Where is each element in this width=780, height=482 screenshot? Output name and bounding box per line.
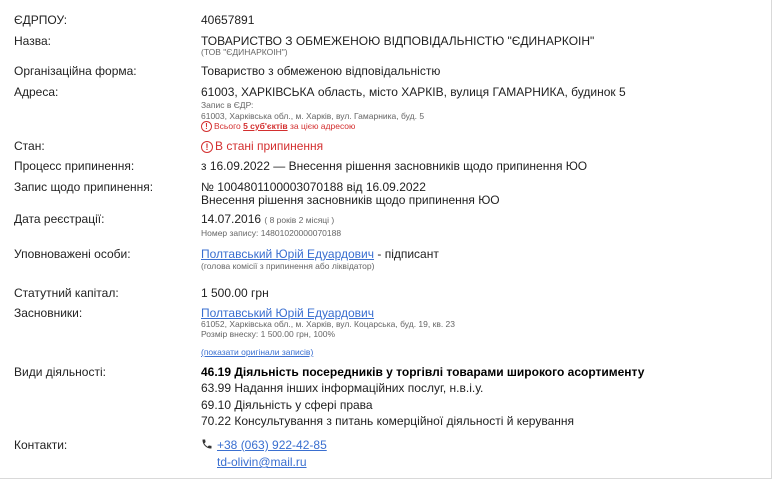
capital-label: Статутний капітал: [14,286,119,300]
address-record-label: Запис в ЄДР: [201,100,254,110]
address-value: 61003, ХАРКІВСЬКА область, місто ХАРКІВ, вулиця ГАМАРНИКА, будинок 5 [201,85,626,99]
termination-record-desc: Внесення рішення засновників щодо припинення ЮО [201,193,500,207]
status-text: В стані припинення [215,139,324,153]
edrpou-label: ЄДРПОУ: [14,13,68,27]
authorized-role: - підписант [377,247,439,261]
activity-item: 46.19 Діяльність посередників у торгівлі товарами широкого асортименту [201,365,645,379]
address-count-link[interactable]: 5 суб'єктів [243,121,288,131]
activity-item: 70.22 Консультування з питань комерційної діяльності й керування [201,414,575,428]
registration-age: ( 8 років 2 місяці ) [264,215,335,225]
address-label: Адреса: [14,85,59,99]
authorized-person-link[interactable]: Полтавський Юрій Едуардович [201,247,375,261]
registration-date-value: 14.07.2016 [201,212,262,226]
contact-email-link[interactable]: td-olivin@mail.ru [217,455,307,469]
address-count-prefix: Всього [214,121,241,131]
founder-person-link[interactable]: Полтавський Юрій Едуардович [201,306,375,320]
org-form-label: Організаційна форма: [14,64,137,78]
registration-date-label: Дата реєстрації: [14,212,105,226]
contacts-label: Контакти: [14,438,68,452]
registration-record-number: Номер запису: 14801020000070188 [201,228,342,238]
authorized-note: (голова комісії з припинення або ліквідатор) [201,261,375,271]
founder-address: 61052, Харківська обл., м. Харків, вул. Коцарська, буд. 19, кв. 23 [201,319,456,329]
edrpou-value: 40657891 [201,13,255,27]
address-count [201,121,355,132]
name-label: Назва: [14,34,51,48]
phone-icon [201,438,213,450]
address-count-suffix: за цією адресою [289,121,356,131]
status-label: Стан: [14,139,45,153]
authorized-row [201,247,439,261]
exclamation-circle-icon: ! [201,121,212,132]
founder-contribution: Розмір внеску: 1 500.00 грн, 100% [201,329,336,339]
activities-label: Види діяльності: [14,365,106,379]
name-short: (ТОВ "ЄДИНАРКОІН") [201,47,288,57]
activity-item: 69.10 Діяльність у сфері права [201,398,373,412]
org-form-value: Товариство з обмеженою відповідальністю [201,64,441,78]
exclamation-circle-icon: ! [201,141,213,153]
termination-record-label: Запис щодо припинення: [14,180,154,194]
address-record-value: 61003, Харківська обл., м. Харків, вул. Гамарника, буд. 5 [201,111,425,121]
termination-process-label: Процесс припинення: [14,159,135,173]
termination-process-value: з 16.09.2022 — Внесення рішення засновників щодо припинення ЮО [201,159,588,173]
status-value [201,139,323,153]
contact-phone-link[interactable]: +38 (063) 922-42-85 [217,438,327,452]
authorized-label: Уповноважені особи: [14,247,131,261]
show-originals-link[interactable]: (показати оригінали записів) [201,347,314,357]
name-value: ТОВАРИСТВО З ОБМЕЖЕНОЮ ВІДПОВІДАЛЬНІСТЮ "ЄДИНАРКОІН" [201,34,595,48]
founders-label: Засновники: [14,306,83,320]
capital-value: 1 500.00 грн [201,286,269,300]
termination-record-value: № 1004801100003070188 від 16.09.2022 [201,180,426,194]
registration-date-row [201,212,334,226]
activity-item: 63.99 Надання інших інформаційних послуг, н.в.і.у. [201,381,484,395]
